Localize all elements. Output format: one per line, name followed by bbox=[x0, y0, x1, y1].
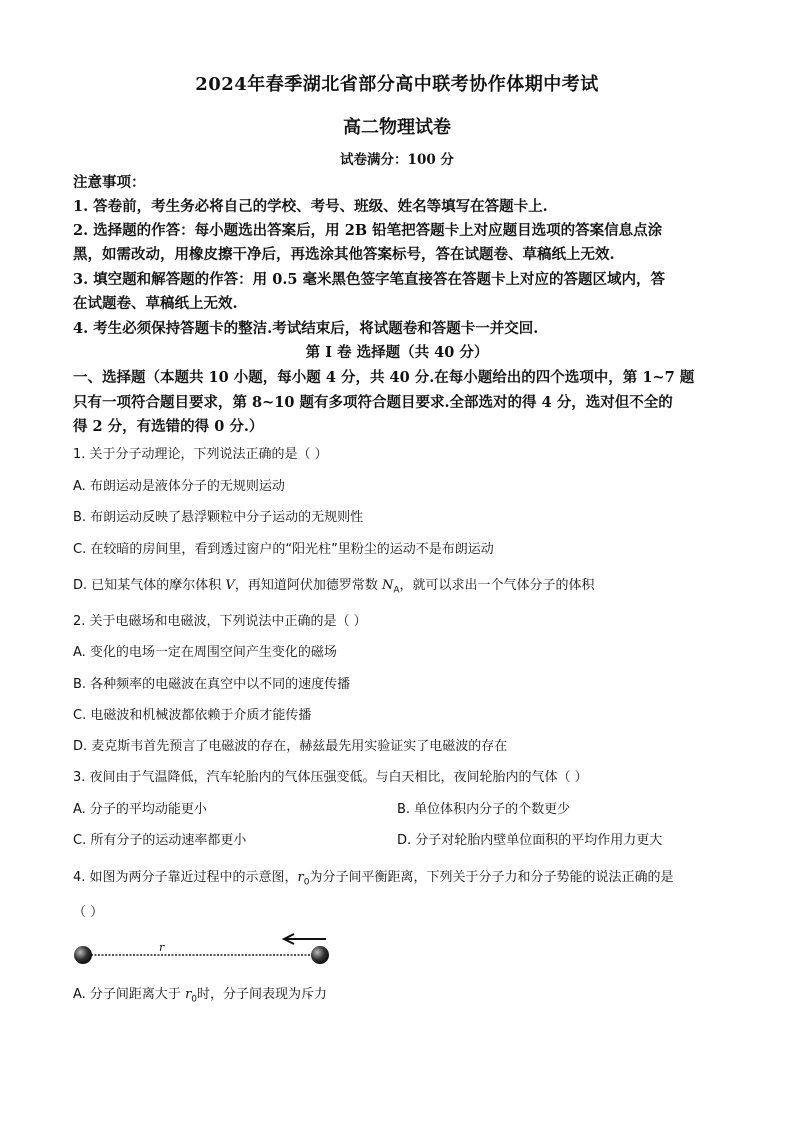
q2-option-d: D. 麦克斯韦首先预言了电磁波的存在，赫兹最先用实验证实了电磁波的存在 bbox=[73, 739, 508, 754]
q4-a-r0-symbol: r bbox=[185, 987, 192, 1002]
note-3-line-2: 在试题卷、草稿纸上无效. bbox=[73, 295, 238, 312]
note-2-line-2: 黑，如需改动，用橡皮擦干净后，再选涂其他答案标号，答在试题卷、草稿纸上无效. bbox=[73, 246, 615, 263]
section-intro-3: 得 2 分，有选错的得 0 分.） bbox=[73, 418, 264, 435]
note-3-line-1: 3. 填空题和解答题的作答：用 0.5 毫米黑色签字笔直接答在答题卡上对应的答题区域内，答 bbox=[73, 271, 666, 288]
q4-a-r0-subscript: 0 bbox=[191, 994, 198, 1005]
q1-stem: 1. 关于分子动理论，下列说法正确的是（ ） bbox=[73, 447, 328, 462]
q4-stem bbox=[73, 868, 674, 893]
section-intro-2: 只有一项符合题目要求，第 8~10 题有多项符合题目要求.全部选对的得 4 分，选对但不全的 bbox=[73, 394, 673, 411]
q3-option-c: C. 所有分子的运动速率都更小 bbox=[73, 833, 247, 848]
q1-option-d bbox=[73, 576, 595, 601]
note-4: 4. 考生必须保持答题卡的整洁.考试结束后，将试题卷和答题卡一并交回. bbox=[73, 320, 539, 337]
section-intro-1: 一、选择题（本题共 10 小题，每小题 4 分，共 40 分.在每小题给出的四个选项中，第 1~7 题 bbox=[73, 369, 695, 386]
exam-subtitle: 高二物理试卷 bbox=[343, 117, 451, 138]
q3-option-a: A. 分子的平均动能更小 bbox=[73, 802, 207, 817]
q2-option-a: A. 变化的电场一定在周围空间产生变化的磁场 bbox=[73, 645, 337, 660]
q1-d-mid: ，再知道阿伏加德罗常数 bbox=[234, 578, 382, 593]
q4-option-a bbox=[73, 985, 327, 1010]
exam-title: 2024年春季湖北省部分高中联考协作体期中考试 bbox=[195, 74, 599, 95]
q1-d-prefix: D. 已知某气体的摩尔体积 bbox=[73, 578, 226, 593]
section-title: 第 Ⅰ 卷 选择题（共 40 分） bbox=[305, 344, 489, 361]
notes-heading: 注意事项： bbox=[73, 174, 146, 191]
q4-a-suffix: 时，分子间表现为斥力 bbox=[197, 987, 328, 1002]
q1-option-c: C. 在较暗的房间里，看到透过窗户的“阳光柱”里粉尘的运动不是布朗运动 bbox=[73, 542, 494, 557]
q4-stem-prefix: 4. 如图为两分子靠近过程中的示意图， bbox=[73, 870, 298, 885]
molecule-left bbox=[74, 946, 92, 964]
q2-option-b: B. 各种频率的电磁波在真空中以不同的速度传播 bbox=[73, 677, 351, 692]
q1-option-b: B. 布朗运动反映了悬浮颗粒中分子运动的无规则性 bbox=[73, 510, 364, 525]
q2-option-c: C. 电磁波和机械波都依赖于介质才能传播 bbox=[73, 708, 312, 723]
avogadro-subscript: A bbox=[393, 585, 400, 596]
q4-a-prefix: A. 分子间距离大于 bbox=[73, 987, 186, 1002]
note-2-line-1: 2. 选择题的作答：每小题选出答案后，用 2B 铅笔把答题卡上对应题目选项的答案信息点涂 bbox=[73, 222, 663, 239]
molar-volume-symbol: V bbox=[225, 578, 235, 593]
q3-option-d: D. 分子对轮胎内壁单位面积的平均作用力更大 bbox=[397, 833, 663, 848]
r0-symbol: r bbox=[297, 870, 304, 885]
r0-subscript: 0 bbox=[303, 877, 310, 888]
molecule-diagram bbox=[70, 930, 340, 980]
score-line: 试卷满分：100 分 bbox=[340, 152, 454, 168]
avogadro-symbol: N bbox=[381, 578, 394, 593]
q1-d-suffix: ，就可以求出一个气体分子的体积 bbox=[399, 578, 595, 593]
q2-stem: 2. 关于电磁场和电磁波，下列说法中正确的是（ ） bbox=[73, 614, 367, 629]
q4-stem-suffix: 为分子间平衡距离，下列关于分子力和分子势能的说法正确的是 bbox=[309, 870, 674, 885]
q4-answer-paren: （ ） bbox=[73, 905, 104, 920]
note-1: 1. 答卷前，考生务必将自己的学校、考号、班级、姓名等填写在答题卡上. bbox=[73, 198, 548, 215]
q3-stem: 3. 夜间由于气温降低，汽车轮胎内的气体压强变低。与白天相比，夜间轮胎内的气体（ ） bbox=[73, 770, 588, 785]
q3-option-b: B. 单位体积内分子的个数更少 bbox=[397, 802, 571, 817]
molecule-right bbox=[311, 946, 329, 964]
r0-marker-label: r bbox=[159, 941, 165, 954]
q1-option-a: A. 布朗运动是液体分子的无规则运动 bbox=[73, 479, 285, 494]
